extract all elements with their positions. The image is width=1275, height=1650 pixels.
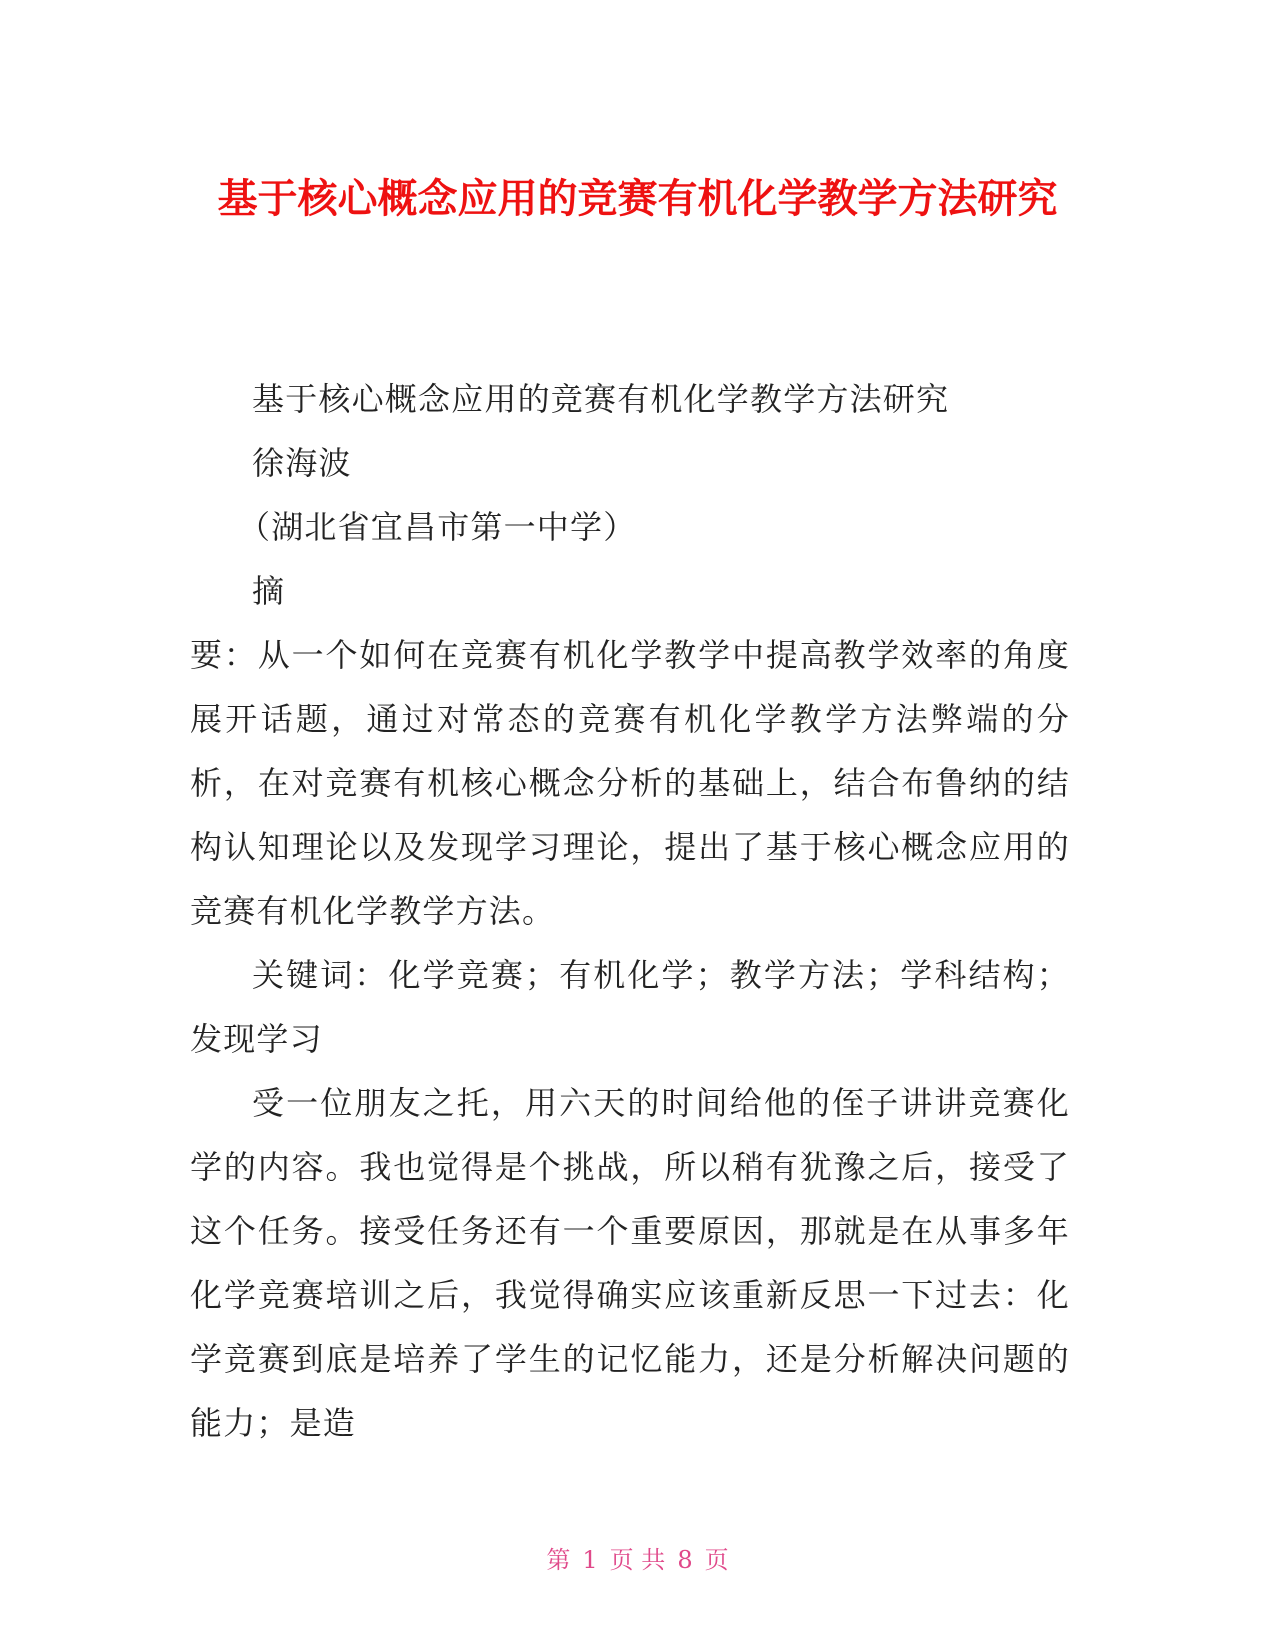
footer-prefix: 第 [546,1546,571,1574]
abstract-text: 要：从一个如何在竞赛有机化学教学中提高教学效率的角度展开话题，通过对常态的竞赛有机化学教学方法弊端的分析，在对竞赛有机核心概念分析的基础上，结合布鲁纳的结构认知理论以及发现学习理论，提出了基于核心概念应用的竞赛有机化学教学方法。 [190,636,1070,930]
author-name: 徐海波 [252,444,352,482]
document-body [190,367,1070,1455]
footer-page-number: 1 [582,1546,598,1574]
paper-title: 基于核心概念应用的竞赛有机化学教学方法研究 [252,380,950,418]
footer-suffix: 页 [704,1546,729,1574]
document-title: 基于核心概念应用的竞赛有机化学教学方法研究 [217,176,1058,222]
body-paragraph: 受一位朋友之托，用六天的时间给他的侄子讲讲竞赛化学的内容。我也觉得是个挑战，所以稍有犹豫之后，接受了这个任务。接受任务还有一个重要原因，那就是在从事多年化学竞赛培训之后，我觉得确实应该重新反思一下过去：化学竞赛到底是培养了学生的记忆能力，还是分析解决问题的能力；是造 [190,1084,1070,1442]
footer-middle: 页 共 [609,1546,666,1574]
keywords: 关键词：化学竞赛；有机化学；教学方法；学科结构；发现学习 [190,956,1070,1058]
page-footer [0,1540,1275,1575]
affiliation: （湖北省宜昌市第一中学） [238,508,637,546]
footer-total-pages: 8 [677,1546,693,1574]
abstract-label: 摘 [252,572,286,610]
